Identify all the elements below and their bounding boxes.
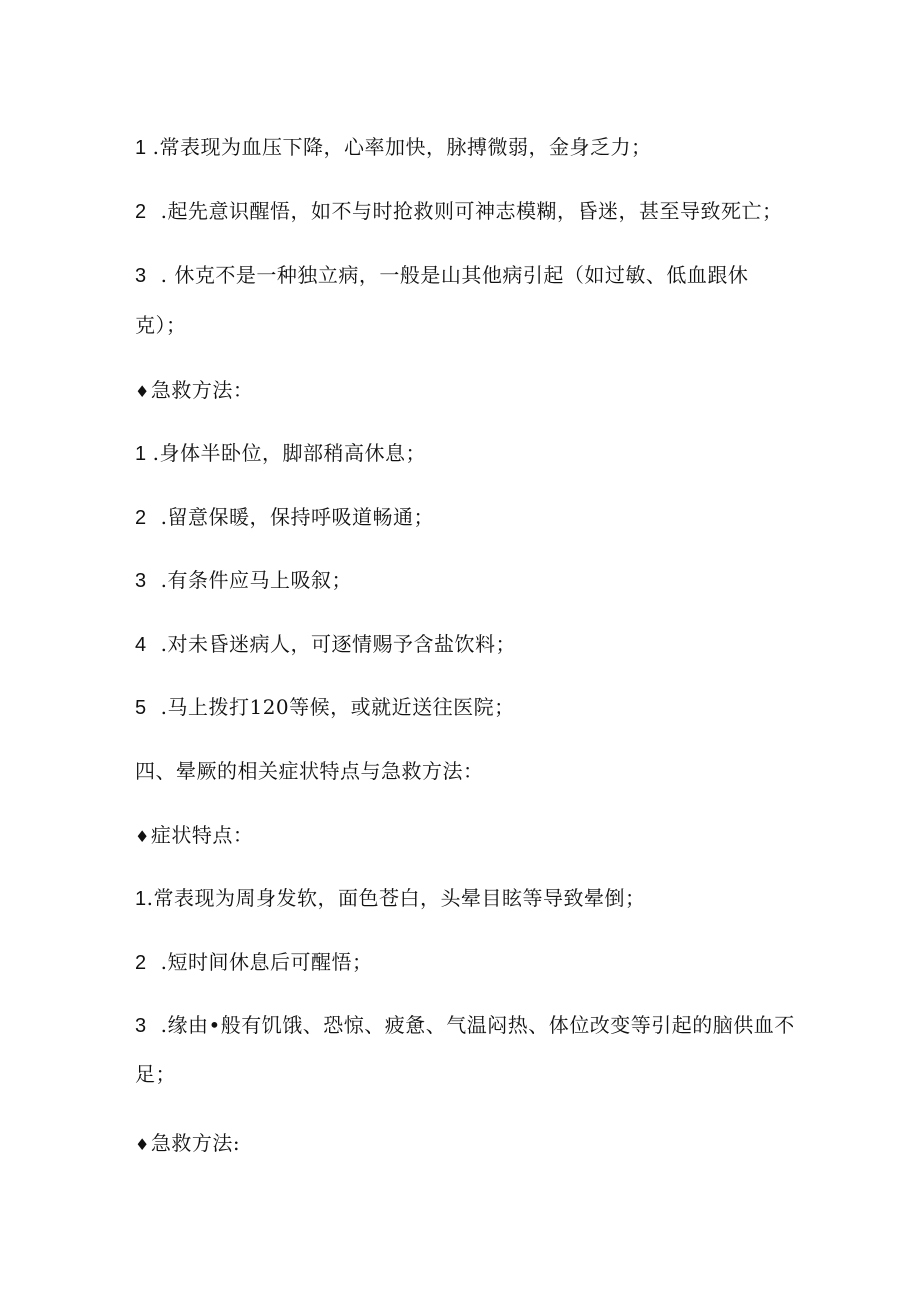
item-text: .起先意识醒悟，如不与时抢救则可神志模糊，昏迷，甚至导致死亡； bbox=[160, 199, 783, 223]
syncope-symptom-1 bbox=[135, 885, 645, 912]
syncope-symptom-3-continued bbox=[135, 1061, 176, 1087]
item-number: 4 bbox=[135, 634, 147, 656]
item-number: 3 bbox=[135, 570, 147, 592]
first-aid-item-5 bbox=[135, 694, 515, 721]
symptom-item-2 bbox=[135, 198, 782, 225]
item-text: .对未昏迷病人，可逐情赐予含盐饮料； bbox=[160, 632, 516, 656]
syncope-symptom-2 bbox=[135, 949, 372, 976]
heading-text: 急救方法： bbox=[150, 378, 254, 402]
item-number: 3 bbox=[135, 265, 147, 287]
item-number: 1 bbox=[135, 888, 147, 910]
item-text: .身体半卧位，脚部稍高休息； bbox=[152, 441, 426, 465]
item-number: 1 bbox=[135, 443, 147, 465]
item-number: 2 bbox=[135, 201, 147, 223]
section-heading-first-aid bbox=[135, 377, 253, 405]
diamond-bullet-icon: ♦ bbox=[135, 1135, 150, 1154]
symptom-item-1 bbox=[135, 134, 651, 161]
syncope-symptom-3 bbox=[135, 1012, 795, 1039]
section-heading-first-aid-syncope bbox=[135, 1130, 240, 1158]
item-text: .短时间休息后可醒悟； bbox=[160, 950, 373, 974]
item-number: 2 bbox=[135, 507, 147, 529]
item-number: 2 bbox=[135, 952, 147, 974]
item-text: .常表现为血压下降，心率加快，脉搏微弱，金身乏力； bbox=[152, 135, 652, 159]
item-text: . 休克不是一种独立病，一般是山其他病引起（如过敏、低血跟休 bbox=[160, 263, 749, 287]
item-text: .缘由•般有饥饿、恐惊、疲惫、气温闷热、体位改变等引起的脑供血不 bbox=[160, 1013, 795, 1037]
symptom-item-3 bbox=[135, 262, 748, 289]
diamond-bullet-icon: ♦ bbox=[135, 382, 150, 401]
section-title-syncope bbox=[135, 758, 484, 784]
item-text: .留意保暖，保持呼吸道畅通； bbox=[160, 505, 434, 529]
diamond-bullet-icon: ♦ bbox=[135, 827, 150, 846]
first-aid-item-1 bbox=[135, 440, 426, 467]
first-aid-item-3 bbox=[135, 567, 352, 594]
heading-text: 症状特点： bbox=[150, 823, 254, 847]
section-title-text: 四、晕厥的相关症状特点与急救方法： bbox=[135, 759, 484, 783]
item-text: .有条件应马上吸叙； bbox=[160, 568, 352, 592]
item-text: 克）； bbox=[135, 313, 187, 337]
item-number: 3 bbox=[135, 1015, 147, 1037]
item-text: .常表现为周身发软，面色苍白，头晕目眩等导致晕倒； bbox=[146, 886, 646, 910]
heading-text: 急救方法: bbox=[150, 1131, 241, 1155]
item-number: 1 bbox=[135, 137, 147, 159]
item-text: 足； bbox=[135, 1062, 176, 1086]
first-aid-item-2 bbox=[135, 504, 434, 531]
item-text: .马上拨打120等候，或就近送往医院； bbox=[160, 695, 515, 719]
symptom-item-3-continued bbox=[135, 312, 187, 338]
section-heading-symptoms bbox=[135, 822, 253, 850]
first-aid-item-4 bbox=[135, 631, 516, 658]
item-number: 5 bbox=[135, 697, 147, 719]
